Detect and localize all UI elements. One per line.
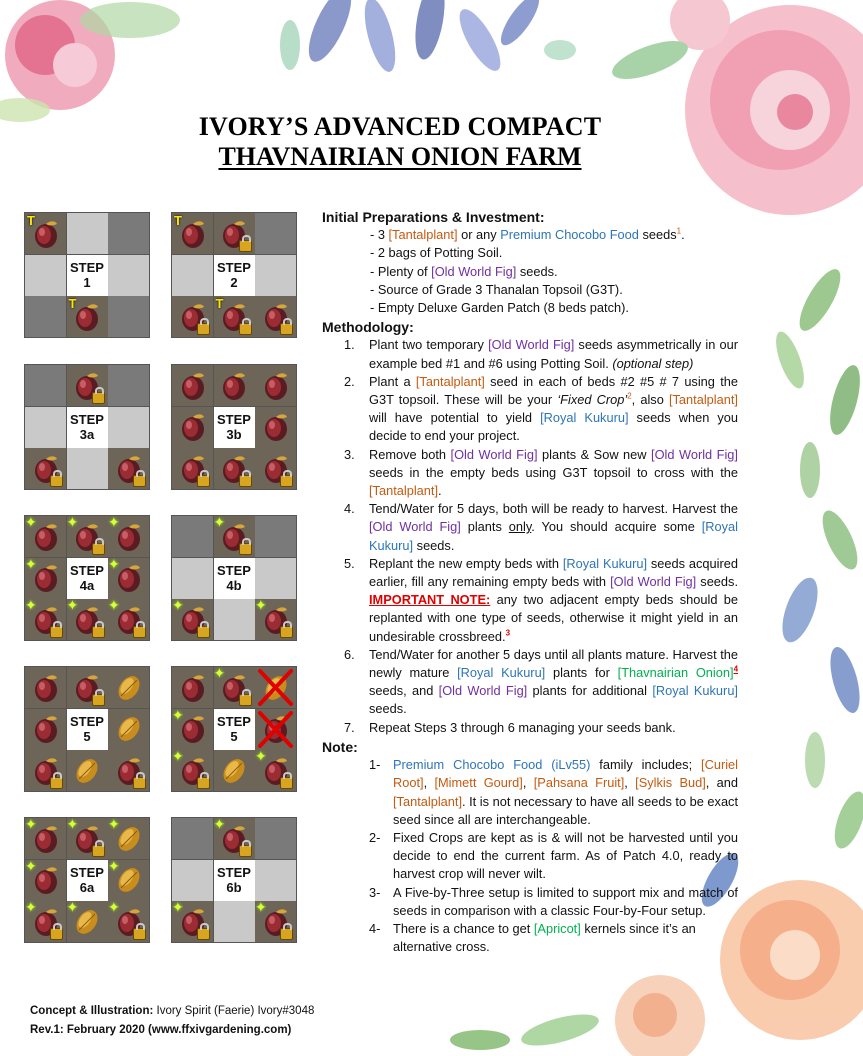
- fig-plant-icon: [214, 296, 255, 337]
- empty-bed: [214, 599, 255, 640]
- sparkle-icon: ✦: [255, 899, 267, 915]
- fig-plant-icon: [25, 818, 66, 859]
- lock-icon: [239, 543, 252, 555]
- sparkle-icon: ✦: [66, 514, 79, 530]
- empty-bed-dark: [255, 516, 296, 557]
- fig-plant-icon: [25, 667, 66, 708]
- lock-icon: [133, 928, 146, 940]
- fig-plant-icon: [172, 407, 213, 448]
- step-label: [67, 709, 108, 750]
- fig-plant-icon: [214, 818, 255, 859]
- step-grid: [171, 515, 297, 641]
- lock-icon: [197, 928, 210, 940]
- fig-plant-icon: [255, 296, 296, 337]
- lock-icon: [50, 928, 63, 940]
- fig-plant-icon: [172, 667, 213, 708]
- fig-plant-icon: [214, 365, 255, 406]
- method-step: 5. Replant the new empty beds with [Royal Kukuru] seeds acquired earlier, fill any remaining empty beds with [Old World Fig] seeds. IMPORTANT NOTE: any two adjacent empty beds should be replanted with one type of seeds, otherwise it might yield in an undesirable crossbreed.$^3$: [344, 555, 738, 644]
- fig-plant-icon: [25, 213, 66, 254]
- lock-icon: [50, 626, 63, 638]
- sparkle-icon: ✦: [172, 706, 184, 723]
- fig-plant-icon: [172, 706, 213, 750]
- step-label: [67, 860, 108, 901]
- lock-icon: [133, 475, 146, 487]
- step-label-text: STEP: [70, 714, 104, 729]
- lock-icon: [50, 777, 63, 789]
- step-label-text: STEP: [217, 260, 251, 275]
- fig-plant-icon: [25, 857, 66, 901]
- fig-plant-icon: [172, 599, 213, 640]
- lock-icon: [92, 392, 105, 404]
- lock-icon: [133, 626, 146, 638]
- empty-bed-dark: [108, 296, 149, 337]
- sparkle-icon: ✦: [25, 514, 37, 530]
- fig-plant-icon: [108, 599, 149, 640]
- lock-icon: [280, 626, 293, 638]
- sparkle-icon: ✦: [172, 597, 184, 613]
- step-label: [67, 407, 108, 448]
- kukuru-plant-icon: [67, 750, 108, 791]
- step-label-text: STEP: [217, 865, 251, 880]
- note-item: 3- A Five-by-Three setup is limited to support mix and match of seeds in comparison with a classic Four-by-Four setup.: [369, 884, 738, 918]
- fig-plant-icon: [25, 599, 66, 640]
- fig-plant-icon: [25, 448, 66, 489]
- note-item: 1- Premium Chocobo Food (iLv55) family includes; [Curiel Root], [Mimett Gourd], [Pahsana Fruit], [Sylkis Bud], and [Tantalplant]. It is not necessary to have all seeds to be exact seed since all are interchangeable.: [369, 757, 739, 827]
- fig-plant-icon: [214, 516, 255, 557]
- fig-plant-icon: [67, 296, 108, 337]
- step-number: 6b: [226, 880, 242, 895]
- empty-bed-dark: [255, 818, 296, 859]
- empty-bed: [255, 860, 296, 901]
- step-label-text: STEP: [217, 714, 251, 729]
- sparkle-icon: ✦: [25, 857, 37, 874]
- step-number: 6a: [79, 880, 95, 895]
- sparkle-icon: ✦: [172, 748, 184, 764]
- method-step: 7. Repeat Steps 3 through 6 managing your seeds bank.: [344, 719, 676, 735]
- empty-bed-dark: [108, 213, 149, 254]
- empty-bed-dark: [25, 296, 66, 337]
- sparkle-icon: ✦: [25, 899, 37, 915]
- lock-icon: [239, 323, 252, 335]
- step-grid: [24, 364, 150, 490]
- sparkle-icon: ✦: [108, 816, 120, 832]
- sparkle-icon: ✦: [213, 665, 226, 681]
- remove-x-icon: [255, 709, 296, 750]
- lock-icon: [197, 626, 210, 638]
- topsoil-badge: T: [27, 213, 35, 228]
- notes-list: [322, 756, 738, 956]
- empty-bed-dark: [25, 365, 66, 406]
- method-step: 6. Tend/Water for another 5 days until all plants mature. Harvest the newly mature [Royal Kukuru] plants for [Thavnairian Onion]$^4$ seeds, and [Old World Fig] plants for additional [Royal Kukuru] seeds.: [344, 646, 739, 717]
- empty-bed: [67, 448, 108, 489]
- lock-icon: [239, 845, 252, 857]
- kukuru-plant-icon: [255, 667, 296, 708]
- sparkle-icon: ✦: [108, 597, 120, 613]
- method-step: 1. Plant two temporary [Old World Fig] seeds asymmetrically in our example bed #1 and #6 using Potting Soil. (optional step): [344, 337, 738, 371]
- lock-icon: [197, 323, 210, 335]
- fig-plant-icon: [67, 599, 108, 640]
- step-number: 1: [83, 275, 91, 290]
- prep-item: - Plenty of [Old World Fig] seeds.: [370, 263, 558, 279]
- sparkle-icon: ✦: [25, 816, 37, 832]
- step-grid: [24, 212, 150, 338]
- step-label-text: STEP: [70, 412, 104, 427]
- lock-icon: [280, 777, 293, 789]
- fig-plant-icon: [67, 818, 108, 859]
- step-label: [214, 860, 255, 901]
- lock-icon: [50, 475, 63, 487]
- kukuru-plant-icon: [214, 750, 255, 791]
- topsoil-badge: T: [215, 296, 224, 311]
- footer: [30, 1002, 314, 1040]
- method-list: [322, 336, 738, 736]
- fig-plant-icon: [25, 555, 66, 599]
- fig-plant-icon: [214, 213, 255, 254]
- fig-plant-icon: [255, 448, 296, 489]
- empty-bed-dark: [172, 516, 213, 557]
- prep-item: - 2 bags of Potting Soil.: [370, 245, 503, 261]
- lock-icon: [92, 626, 105, 638]
- empty-bed: [108, 407, 149, 448]
- fig-plant-icon: [214, 448, 255, 489]
- step-grid: [24, 515, 150, 641]
- fig-plant-icon: [108, 555, 149, 599]
- fig-plant-icon: [255, 709, 296, 750]
- step-grid: [171, 364, 297, 490]
- sparkle-icon: ✦: [108, 555, 120, 572]
- prep-item: - Empty Deluxe Garden Patch (8 beds patch).: [370, 300, 629, 316]
- method-step: 3. Remove both [Old World Fig] plants & Sow new [Old World Fig] seeds in the empty beds using G3T topsoil to cross with the [Tantalplant].: [344, 446, 738, 499]
- method-step: 2. Plant a [Tantalplant] seed in each of beds #2 #5 # 7 using the G3T topsoil. These will be your ‘Fixed Crop’$^2$, also [Tantalplant] will have potential to yield [Royal Kukuru] seeds when you decide to end your project.: [344, 373, 739, 444]
- prep-item: - Source of Grade 3 Thanalan Topsoil (G3T).: [370, 281, 623, 297]
- sparkle-icon: ✦: [213, 816, 226, 832]
- fig-plant-icon: [172, 750, 213, 791]
- step-label: [214, 407, 255, 448]
- lock-icon: [197, 475, 210, 487]
- sparkle-icon: ✦: [213, 514, 226, 530]
- lock-icon: [133, 777, 146, 789]
- sparkle-icon: ✦: [108, 857, 120, 874]
- step-label-text: STEP: [70, 865, 104, 880]
- step-label-text: STEP: [217, 412, 251, 427]
- empty-bed: [172, 860, 213, 901]
- fig-plant-icon: [25, 516, 66, 557]
- step-number: 4b: [226, 578, 242, 593]
- lock-icon: [280, 475, 293, 487]
- sparkle-icon: ✦: [66, 816, 79, 832]
- empty-bed: [172, 255, 213, 296]
- title-line-2: THAVNAIRIAN ONION FARM: [218, 142, 582, 171]
- sparkle-icon: ✦: [66, 899, 79, 915]
- remove-x-icon: [255, 667, 296, 708]
- step-label: [67, 255, 108, 296]
- sparkle-icon: ✦: [66, 597, 79, 613]
- lock-icon: [239, 694, 252, 706]
- step-grid: [171, 666, 297, 792]
- lock-icon: [280, 323, 293, 335]
- empty-bed-dark: [255, 213, 296, 254]
- empty-bed: [67, 213, 108, 254]
- fig-plant-icon: [172, 213, 213, 254]
- fig-plant-icon: [108, 901, 149, 942]
- sparkle-icon: ✦: [25, 597, 37, 613]
- step-grid: [171, 817, 297, 943]
- empty-bed: [214, 901, 255, 942]
- fig-plant-icon: [172, 296, 213, 337]
- empty-bed: [172, 558, 213, 599]
- method-heading: Methodology:: [322, 319, 414, 336]
- note-item: 2- Fixed Crops are kept as is & will not be harvested until you decide to end the current farm. As of Patch 4.0, ready to harvest crop will never wilt.: [369, 829, 738, 882]
- step-number: 5: [230, 729, 238, 744]
- step-label-text: STEP: [70, 563, 104, 578]
- empty-bed: [255, 255, 296, 296]
- lock-icon: [92, 845, 105, 857]
- prep-heading: Initial Preparations & Investment:: [322, 209, 545, 225]
- lock-icon: [92, 694, 105, 706]
- prep-list: [370, 226, 738, 317]
- step-label: [67, 558, 108, 599]
- empty-bed-dark: [172, 818, 213, 859]
- kukuru-plant-icon: [108, 709, 149, 750]
- notes-heading: Note:: [322, 738, 358, 755]
- sparkle-icon: ✦: [255, 597, 267, 613]
- kukuru-plant-icon: [108, 857, 149, 901]
- lock-icon: [239, 475, 252, 487]
- sparkle-icon: ✦: [25, 555, 37, 572]
- step-label-text: STEP: [70, 260, 104, 275]
- instructions: [322, 208, 738, 956]
- step-grid: [24, 817, 150, 943]
- step-grid: [171, 212, 297, 338]
- fig-plant-icon: [255, 407, 296, 448]
- kukuru-plant-icon: [67, 901, 108, 942]
- step-label-text: STEP: [217, 563, 251, 578]
- step-label: [214, 558, 255, 599]
- lock-icon: [239, 240, 252, 252]
- fig-plant-icon: [172, 901, 213, 942]
- sparkle-icon: ✦: [172, 899, 184, 915]
- fig-plant-icon: [255, 901, 296, 942]
- lock-icon: [280, 928, 293, 940]
- fig-plant-icon: [25, 901, 66, 942]
- step-grid: [24, 666, 150, 792]
- fig-plant-icon: [108, 516, 149, 557]
- step-number: 3a: [79, 427, 95, 442]
- lock-icon: [197, 777, 210, 789]
- fig-plant-icon: [108, 448, 149, 489]
- kukuru-plant-icon: [108, 667, 149, 708]
- step-number: 2: [230, 275, 238, 290]
- step-label: [214, 709, 255, 750]
- fig-plant-icon: [214, 667, 255, 708]
- sparkle-icon: ✦: [255, 748, 267, 764]
- fig-plant-icon: [108, 750, 149, 791]
- sparkle-icon: ✦: [108, 899, 120, 915]
- method-step: 4. Tend/Water for 5 days, both will be ready to harvest. Harvest the [Old World Fig] plants only. You should acquire some [Royal Kukuru] seeds.: [344, 501, 738, 553]
- fig-plant-icon: [25, 750, 66, 791]
- step-number: 4a: [79, 578, 95, 593]
- revision-line: Rev.1: February 2020 (www.ffxivgardening.com): [30, 1024, 292, 1036]
- empty-bed-dark: [108, 365, 149, 406]
- topsoil-badge: T: [68, 296, 77, 311]
- step-label: [214, 255, 255, 296]
- fig-plant-icon: [255, 365, 296, 406]
- step-number: 5: [83, 729, 91, 744]
- note-item: 4- There is a chance to get [Apricot] kernels since it’s an alternative cross.: [369, 920, 696, 955]
- kukuru-plant-icon: [108, 818, 149, 859]
- sparkle-icon: ✦: [108, 514, 120, 530]
- empty-bed: [25, 255, 66, 296]
- fig-plant-icon: [67, 667, 108, 708]
- lock-icon: [92, 543, 105, 555]
- fig-plant-icon: [255, 750, 296, 791]
- empty-bed: [255, 558, 296, 599]
- topsoil-badge: T: [174, 213, 182, 228]
- empty-bed: [25, 407, 66, 448]
- title-line-1: IVORY’S ADVANCED COMPACT: [198, 112, 602, 141]
- fig-plant-icon: [67, 516, 108, 557]
- fig-plant-icon: [255, 599, 296, 640]
- fig-plant-icon: [172, 365, 213, 406]
- empty-bed: [108, 255, 149, 296]
- fig-plant-icon: [25, 709, 66, 750]
- prep-item: - 3 [Tantalplant] or any Premium Chocobo Food seeds$^1$.: [370, 226, 685, 243]
- fig-plant-icon: [172, 448, 213, 489]
- step-number: 3b: [226, 427, 242, 442]
- credit-line: Concept & Illustration: Ivory Spirit (Faerie) Ivory#3048: [30, 1005, 315, 1017]
- fig-plant-icon: [67, 365, 108, 406]
